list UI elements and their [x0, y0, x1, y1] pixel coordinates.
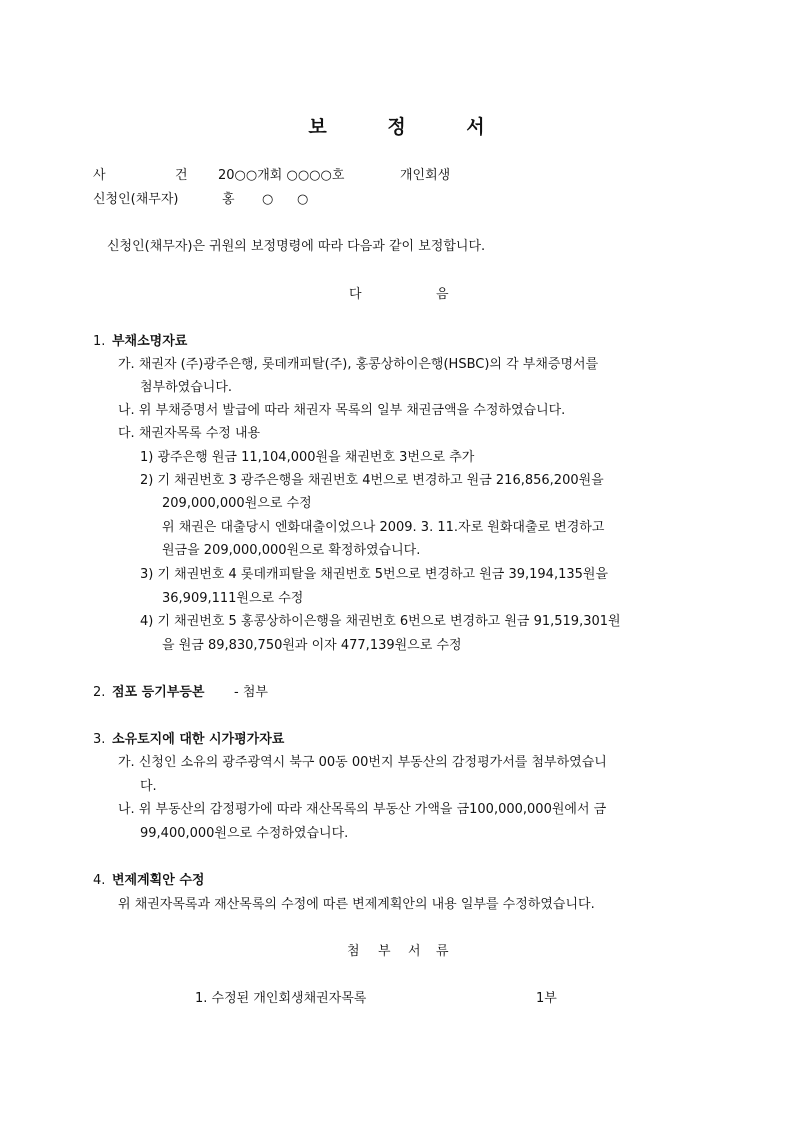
section-2-suffix: - 첨부 [234, 685, 268, 700]
attachments-heading-3: 서 [408, 944, 421, 959]
intro-text: 신청인(채무자)은 귀원의 보정명령에 따라 다음과 같이 보정합니다. [107, 239, 486, 254]
section-1-number: 1. [93, 334, 106, 349]
section-1-item-4-line-1: 4) 기 채권번호 5 홍콩상하이은행을 채권번호 6번으로 변경하고 원금 91,519,301원 [140, 614, 621, 629]
section-3-heading: 소유토지에 대한 시가평가자료 [112, 732, 285, 747]
applicant-name-2: ○ [262, 192, 274, 207]
applicant-label: 신청인(채무자) [93, 192, 179, 207]
section-3-ga-line-1: 가. 신청인 소유의 광주광역시 북구 00동 00번지 부동산의 감정평가서를 첨부하였습니 [118, 755, 607, 770]
attachments-heading-1: 첨 [347, 944, 360, 959]
section-3-na-line-2: 99,400,000원으로 수정하였습니다. [140, 826, 349, 841]
attachments-heading-4: 류 [436, 944, 449, 959]
document-title [0, 112, 794, 139]
section-2-number: 2. [93, 685, 106, 700]
section-1-item-2-line-2: 209,000,000원으로 수정 [162, 496, 312, 511]
section-1-item-3-line-2: 36,909,111원으로 수정 [162, 591, 304, 606]
section-4-body: 위 채권자목록과 재산목록의 수정에 따른 변제계획안의 내용 일부를 수정하였습니다. [118, 897, 595, 912]
title-char-2: 정 [387, 116, 407, 138]
attachment-item: 1. 수정된 개인회생채권자목록 [195, 991, 367, 1006]
case-type: 개인회생 [400, 168, 451, 183]
case-label-1: 사 [93, 168, 106, 183]
section-1-item-2-line-4: 원금을 209,000,000원으로 확정하였습니다. [162, 543, 421, 558]
da-eum-2: 음 [436, 287, 449, 302]
section-1-ga-line-2: 첨부하였습니다. [140, 380, 233, 395]
section-1-item-4-line-2: 을 원금 89,830,750원과 이자 477,139원으로 수정 [162, 638, 462, 653]
section-3-na-line-1: 나. 위 부동산의 감정평가에 따라 재산목록의 부동산 가액을 금100,000,000원에서 금 [118, 802, 607, 817]
section-1-da: 다. 채권자목록 수정 내용 [118, 426, 261, 441]
section-1-ga-line-1: 가. 채권자 (주)광주은행, 롯데캐피탈(주), 홍콩상하이은행(HSBC)의 각 부채증명서를 [118, 357, 599, 372]
applicant-name-3: ○ [297, 192, 309, 207]
section-1-item-1: 1) 광주은행 원금 11,104,000원을 채권번호 3번으로 추가 [140, 450, 475, 465]
applicant-name-1: 홍 [222, 192, 235, 207]
case-label-2: 건 [175, 168, 188, 183]
section-1-na: 나. 위 부채증명서 발급에 따라 채권자 목록의 일부 채권금액을 수정하였습니다. [118, 403, 566, 418]
section-1-item-2-line-3: 위 채권은 대출당시 엔화대출이었으나 2009. 3. 11.자로 원화대출로 변경하고 [162, 520, 605, 535]
section-4-heading: 변제계획안 수정 [112, 873, 205, 888]
da-eum-1: 다 [349, 287, 362, 302]
section-1-heading: 부채소명자료 [112, 334, 188, 349]
title-char-1: 보 [308, 116, 328, 138]
title-char-3: 서 [466, 116, 486, 138]
section-4-number: 4. [93, 873, 106, 888]
section-3-ga-line-2: 다. [140, 779, 157, 794]
section-1-item-2-line-1: 2) 기 채권번호 3 광주은행을 채권번호 4번으로 변경하고 원금 216,856,200원을 [140, 473, 604, 488]
attachments-heading-2: 부 [378, 944, 391, 959]
case-number: 20○○개회 ○○○○호 [218, 168, 345, 183]
section-3-number: 3. [93, 732, 106, 747]
section-1-item-3-line-1: 3) 기 채권번호 4 롯데캐피탈을 채권번호 5번으로 변경하고 원금 39,194,135원을 [140, 567, 609, 582]
attachment-count: 1부 [536, 991, 557, 1006]
section-2-heading: 점포 등기부등본 [112, 685, 205, 700]
